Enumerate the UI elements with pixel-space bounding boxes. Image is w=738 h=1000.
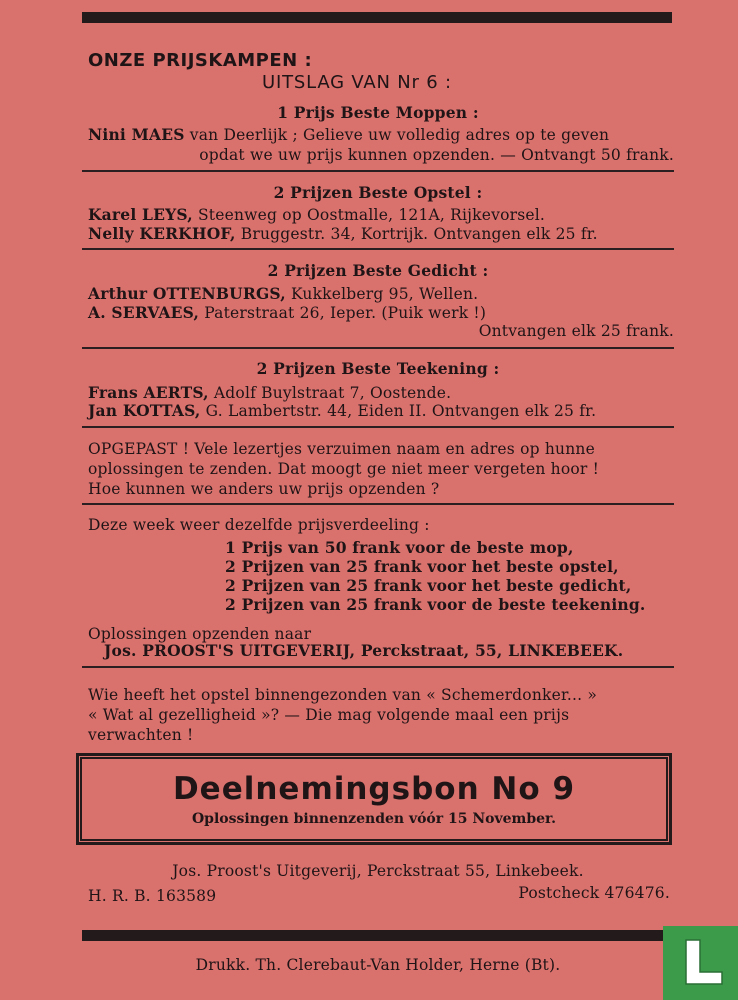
notice-line-3: Hoe kunnen we anders uw prijs opzenden ? (88, 480, 440, 498)
winner-details: Paterstraat 26, Ieper. (Puik werk !) (199, 304, 487, 322)
winner-name: Frans AERTS, (88, 383, 209, 402)
moppen-winner-line (88, 126, 609, 144)
section-divider (82, 666, 674, 668)
winner-name: A. SERVAES, (88, 303, 200, 322)
trade-register-number: H. R. B. 163589 (88, 887, 217, 905)
teekening-heading: 2 Prijzen Beste Teekening : (256, 359, 500, 378)
winner-details: Bruggestr. 34, Kortrijk. Ontvangen elk 25 fr. (235, 225, 598, 243)
entry-coupon-box (80, 757, 668, 841)
section-divider (82, 170, 674, 172)
bottom-thick-rule (82, 930, 672, 941)
winner-details: Steenweg op Oostmalle, 121A, Rijkevorsel. (192, 206, 546, 224)
top-thick-rule (82, 12, 672, 23)
opstel-heading: 2 Prijzen Beste Opstel : (273, 183, 483, 202)
gedicht-heading: 2 Prijzen Beste Gedicht : (267, 261, 489, 280)
notice-line-2: oplossingen te zenden. Dat moogt ge niet meer vergeten hoor ! (88, 460, 600, 478)
opstel-winner-1 (88, 206, 545, 224)
winner-details: Kukkelberg 95, Wellen. (285, 285, 479, 303)
send-address: Jos. PROOST'S UITGEVERIJ, Perckstraat, 55, LINKEBEEK. (104, 641, 624, 660)
section-divider (82, 248, 674, 250)
winner-details: Adolf Buylstraat 7, Oostende. (208, 384, 452, 402)
teekening-winner-1 (88, 384, 451, 402)
section-divider (82, 426, 674, 428)
prize-line: 2 Prijzen van 25 frank voor het beste opstel, (225, 557, 619, 576)
postcheck-number: Postcheck 476476. (518, 884, 670, 902)
prize-line: 1 Prijs van 50 frank voor de beste mop, (225, 538, 574, 557)
winner-details: G. Lambertstr. 44, Eiden II. Ontvangen elk 25 fr. (200, 402, 597, 420)
publisher-address: Jos. Proost's Uitgeverij, Perckstraat 55, Linkebeek. (172, 862, 584, 880)
contest-title: ONZE PRIJSKAMPEN : (88, 50, 313, 71)
opstel-winner-2 (88, 225, 598, 243)
winner-details: van Deerlijk ; Gelieve uw volledig adres op te geven (184, 126, 610, 144)
gedicht-winner-1 (88, 285, 478, 303)
moppen-heading: 1 Prijs Beste Moppen : (277, 103, 479, 122)
teekening-winner-2 (88, 402, 596, 420)
question-line-2: « Wat al gezelligheid »? — Die mag volgende maal een prijs (88, 706, 570, 724)
coupon-deadline: Oplossingen binnenzenden vóór 15 November. (191, 811, 557, 827)
winner-name: Nini MAES (88, 125, 185, 144)
moppen-note: opdat we uw prijs kunnen opzenden. — Ontvangt 50 frank. (199, 146, 674, 164)
question-line-3: verwachten ! (88, 726, 194, 744)
coupon-title: Deelnemingsbon No 9 (172, 771, 576, 807)
winner-name: Nelly KERKHOF, (88, 224, 236, 243)
question-line-1: Wie heeft het opstel binnengezonden van « Schemerdonker... » (88, 686, 598, 704)
winner-name: Karel LEYS, (88, 205, 193, 224)
l-letter-icon (684, 938, 724, 986)
winner-name: Jan KOTTAS, (88, 401, 201, 420)
prize-line: 2 Prijzen van 25 frank voor het beste gedicht, (225, 576, 632, 595)
winner-name: Arthur OTTENBURGS, (88, 284, 286, 303)
printer-imprint: Drukk. Th. Clerebaut-Van Holder, Herne (Bt). (195, 956, 561, 974)
notice-line-1: OPGEPAST ! Vele lezertjes verzuimen naam en adres op hunne (88, 440, 595, 458)
section-divider (82, 503, 674, 505)
gedicht-note: Ontvangen elk 25 frank. (478, 322, 674, 340)
results-subtitle: UITSLAG VAN Nr 6 : (262, 72, 452, 93)
gedicht-winner-2 (88, 304, 486, 322)
prize-line: 2 Prijzen van 25 frank voor de beste teekening. (225, 595, 646, 614)
section-divider (82, 347, 674, 349)
week-intro: Deze week weer dezelfde prijsverdeeling : (88, 516, 430, 534)
send-intro: Oplossingen opzenden naar (88, 625, 312, 643)
